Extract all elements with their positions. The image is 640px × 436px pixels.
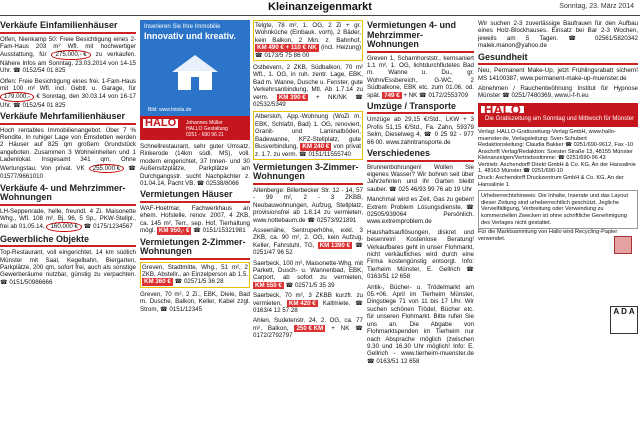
section-heading: Verschiedenes <box>367 149 474 162</box>
promo-banner <box>140 20 250 140</box>
column-3 <box>253 20 363 436</box>
price-tag: 250 € KM <box>296 324 324 332</box>
price-circle: 255.000 € <box>89 164 125 173</box>
imprint-line: Redaktionsleitung: Claudia Bakker ☎ 0251/690-9612, Fax -10 <box>478 142 634 149</box>
section-heading: Verkäufe Mehrfamilienhäuser <box>0 112 136 125</box>
classified-ad: Ahlen, Sudetenstr. 24, 2. OG, ca. 77 m², Balkon, 250 € KM + NK ☎ 0172/2792797 <box>253 317 363 340</box>
price-tag: KM 240 € <box>302 143 330 151</box>
copyright-notice: Urheberrechtshinweis: Die Inhalte, Inserate und das Layout dieser Zeitung sind urheberrechtlich geschützt. Jegliche Vervielfältigung, Verbreitung oder Verwendung zu kommerziellen Zwecken ist ohne schriftliche Genehmigung des Verlages nicht gestattet. <box>478 190 638 229</box>
classified-ad: Greven, 70 m², 2 Zi., EBK, Diele, Bad m. Dusche, Balkon, Keller, Kabel zzgl. Strom, ☎ 0151/12345 <box>140 290 250 313</box>
classified-ad: Brunnenbohrungen! Wollen Sie eigenes Wasser? Wir bohren seit über Jahrzehnten und ihr Garten bleibt sauber. ☎ 025 46/93 99 76 ab 19 Uhr <box>367 163 474 193</box>
envelope-icon <box>614 236 632 254</box>
column-4 <box>367 20 474 436</box>
section-heading: Gewerbliche Objekte <box>0 235 136 248</box>
ada-logo: A D A <box>610 306 638 334</box>
classified-ad: Saerbeck, 70 m², 3 ZKBB kurzfr. zu vermieten, KM 420 € Kaltmiete. ☎ 0163/4 12 57 28 <box>253 292 363 314</box>
classified-ad: Altenberge: Billerbecker Str. 12 - 14, 57 - 99 m², 2 - 3 ZKBB, Neubauwohnungen, Aufzug, Stellplatz, provisionsfrei ab 1.8.14 zu vermieten, www.nottebaum.de ☎ 02573/921891 <box>253 186 363 224</box>
classified-ad: Greven 1, Scharnhorststr., kernsaniert 1.1 m², 1. OG, lichtdurchflutetes Bad m. Wanne u. Du., gr. Wohn/Essbereich, G-WC, 2 Südbalkone, EBK etc. zum 01.06. od. spät. 749 € + NK ☎ 0172/2553709 <box>367 54 474 99</box>
column-2 <box>140 20 250 436</box>
classified-ad: Olfen, Nienkamp 50: Freie Besichtigung eines 2-Fam-Haus 203 m² Wfl. mit hochwertiger Ausstattung, für 275.000,- € zu verkaufen. Nähere Infos am Sonntag, 23.03.2014 von 14-15 Uhr. ☎ 0152/54 01 825 <box>0 35 136 75</box>
classified-ad: Asseenähe, Sentruperhöhe, exkl. 3 ZKB, ca. 90 m², 2. OG, kein Aufzug, Keller, Fahrstuhl, TG, KM 1390 € ☎ 0251/47 96 52 <box>253 226 363 257</box>
imprint-line: Druck: Aschendorff Druckzentrum GmbH & Co. KG, An der Hansalinie 1 <box>478 175 624 188</box>
section-heading: Umzüge / Transporte <box>367 102 474 115</box>
classified-ad: Manchmal wird es Zeit, Gas zu geben! Extrem Problem Lösungsdienste. ☎ 02505/939064 Persönlich. www.extremproblem.de <box>367 196 474 226</box>
page-title: Kleinanzeigenmarkt <box>268 1 372 13</box>
price-circle: 160.000 € <box>46 222 82 231</box>
price-tag: KM 550 € <box>255 281 282 289</box>
column-5 <box>478 20 638 436</box>
price-tag: KM 420 € <box>288 299 316 307</box>
imprint <box>478 129 638 243</box>
promo-title: Innovativ und kreativ. <box>144 31 236 41</box>
section-heading: Vermietungen 3-Zimmer-Wohnungen <box>253 163 363 185</box>
price-circle: 179.000,- <box>0 92 34 101</box>
price-tag: KM 950,- € <box>158 227 190 235</box>
halo-logo: HALO <box>481 106 524 113</box>
classified-ad: Olfen: Freie Besichtigung eines frei. 1-Fam-Haus mit 100 m² Wfl. incl. Gebtl. u. Garage, für 179.000,- € Sonntag, den 30.03.14 von 16-17 Uhr. ☎ 0152/54 01 825 <box>0 77 136 109</box>
section-heading: Gesundheit <box>478 53 638 66</box>
imprint-line: Verlag: HALLO-Gratiszeitung-Verlag GmbH, www.hallo-muenster.de, Verlagsleitung: Sven Schubert <box>478 128 616 142</box>
price-tag: KM 1390 € <box>319 241 350 249</box>
price-circle: 275.000,- € <box>51 50 90 59</box>
section-heading: Vermietungen 4- und Mehrzimmer-Wohnungen <box>367 21 474 53</box>
classified-ad: Ostbevern, 2 ZKB, Südbalkon, 70 m² Wfl., 1. OG, in ruh. zentr. Lage, EBK, Bad m. Wanne, Dusche u. Fenster, gute Verkehrsanbindung, Mtl. Ab 1.7.14 zu verm. KM 390 € + NK/NK ☎ 02532/5349 <box>253 64 363 109</box>
price-tag: KM 490 € + 110 € NK <box>257 44 317 52</box>
halo-logo: HALO <box>145 117 177 129</box>
house-icon <box>166 52 224 92</box>
classified-ad: Saerbeck, 100 m², Maisonette-Whg. mit Parkett, Dusch- u. Wannenbad, EBK, Carport, ab sofort zu vermieten, KM 550 € ☎ 02571/5 35 39 <box>253 259 363 289</box>
promo-subtitle: Inserieren Sie Ihre Immobilie <box>144 24 221 30</box>
classified-ad: Haushaltsauflösungen, diskret und besenrein! Kostenlose Beratung! Verkaufbares geht in unser Flohmarkt, nicht verkäufliches wird durch eine Firma kostengünstig entsorgt. Info: Tierheim Münster, E. Gellrich ☎ 0163/51 12 658 <box>367 228 474 281</box>
classified-ad: Abnehmen / Rauchentwöhnung Institut für Hypnose Münster ☎ 0251/7480369, www.i-f-h.eu <box>478 84 638 100</box>
classified-ad: Wir suchen 2-3 zuverlässige Baufrauen für den Aufbau eines Holz-Blockhauses. Einsatz bei Bar 2-3 Wochen, jeweils am 5 Tagen. ☎ 02561/5820342 malek.manon@yahoo.de <box>478 20 638 50</box>
section-heading: Verkäufe Einfamilienhäuser <box>0 21 136 34</box>
section-heading: Vermietungen 2-Zimmer-Wohnungen <box>140 238 250 260</box>
section-heading: Verkäufe 4- und Mehrzimmer-Wohnungen <box>0 184 136 206</box>
classified-ad: LH-Seppenrade, helle, freundl. 4 Zi. Maisonette Whg., Wfl. 108 m², Bj. 96, 5 Sp., PKW-Stellpl., frei ab 01.05.14, 160.000 € ☎ 0175/1234567 <box>0 207 136 231</box>
page-date: Sonntag, 23. März 2014 <box>559 3 634 10</box>
imprint-line: Kleinanzeigen/Vertriebsstimme: ☎ 0251/690-96 43 <box>478 155 606 162</box>
halo-tagline: Die Gratiszeitung am Sonntag und Mittwoch für Münster <box>485 116 635 123</box>
promo-credit: Bild: www.fotolia.de <box>148 106 192 113</box>
classified-ad: Top-Restaurant, voll eingerichtet, 14 km südlich Münster mit Saal, Kegelbahn, Biergarten, Parkplätze, 200 qm, sofort frei, auch als sonstige Gewerberäume nutzbar, günstig zu verpachten. ☎ 0151/50986666 <box>0 249 136 286</box>
classified-ad: Greven, Stadtmitte, Whg., 51 m², 2 ZKB, Abstellr., an Einzelperson ab 1.5. KM 360 € ☎ 02571/5 36 28 <box>140 262 250 288</box>
page-header <box>0 0 640 16</box>
classified-ad: Neu, Permanent Make-Up, jetzt Frühlingsrabatt sichern! MS 14100387, www.permanent-make-up-muenster.de <box>478 67 638 82</box>
price-tag: KM 360 € <box>144 278 171 286</box>
classified-ad: Antik-, Bücher- u. Trödelmarkt am 05.+06. April im Tierheim Münster, Dingstiege 71 von 11 bis 17 Uhr. Wir suchen schönen Trödel, Bücher etc. für unseren Flohmarkt. Bitte rufen Sie uns an. Die Abgabe von Flohmarktspenden im Tierheim nur nach Absprache möglich (zwischen 9.30 und 16.30 Uhr möglich! Info: E. Gellrich - www.tierheim-muenster.de ☎ 0163/51 12 658 <box>367 283 474 365</box>
price-tag: KM 390 € <box>278 93 306 101</box>
imprint-line: Vertrieb: Aschendorff Direkt GmbH & Co. KG, An der Hansalinie 1, 48163 Münster ☎ 0251/690-10 <box>478 161 636 175</box>
halo-contact: Johannes Müller HALLO Gestaltung 0251 - 690 96 21 <box>186 120 228 138</box>
classified-ad: Telgte, 78 m², 1. OG, 2 Zi + gr. Wohnküche (Einbauk. vorh), 2 Bäder, kein Balkon, 2 Min. z. Bahnhof, KM 490 € + 110 € NK (incl. Heizung) ☎ 0173/5 75 86 00 <box>253 20 363 61</box>
classified-ad: WAF-Hoetmar, Fachwerkhaus an ehem. Hofstelle, renov. 2007, 4 ZKB, ca. 145 m², Terr., sep. Hof, Tierhaltung mögl. KM 950,- € ☎ 0151/15321981 <box>140 204 250 235</box>
halo-masthead <box>478 103 638 127</box>
imprint-line: Für die Marktsammlung von Hallo wird Recycling-Papier verwendet. <box>478 229 618 242</box>
classified-ad: Hoch rentables Immobilienangebot. Über 7 % Rendite. In ruhiger Lage von Emsdetten werden 2 Häuser auf 825 qm großem Grundstück angeboten. Zusammen 3 Wohneinheiten und 1 Ladenlokal. Insgesamt 341 qm. Ohne Wertungstau. Von privat. VK 255.000 € ☎ 01577/9661010 <box>0 126 136 181</box>
classified-ad: Albersloh, App.-Wohnung (WoZi m. EBK, Schlafzi, Bad) 1. OG, renoviert, Granit- und Laminatböden, Badewanne, KFZ-Stellplatz, gute Busverbindung, KM 240 € von privat z. 1.7. zu verm. ☎ 0151/11555740 <box>253 111 363 159</box>
price-tag: 749 € <box>384 91 400 99</box>
section-heading: Vermietungen Häuser <box>140 190 250 203</box>
imprint-line: Anschrift Verlag/Redaktion: Soester Straße 13, 48155 Münster <box>478 148 633 155</box>
classified-ad: Schnellrestaurant, sehr guter Umsatz, Rinkerode (14km südl. MS), voll. modern eingerichtet, 37 Innen- und 30 Außensitzplätze, Parkplätze am Durchgangsstr. sucht Nachpächter z. 01.04.14, Pacht VB. ☎ 02538/8066 <box>140 143 250 188</box>
classified-ad: Umzüge ab 29,15 €/Std., LKW + 3 Profis 51,15 €/Std., Fa. Zahn, 59379 Selm, Dieselweg 4, ☎ 0 25 92 - 977 66 00. www.zahntransporte.de <box>367 116 474 146</box>
halo-contact-bar <box>140 116 250 140</box>
column-1 <box>0 20 136 436</box>
